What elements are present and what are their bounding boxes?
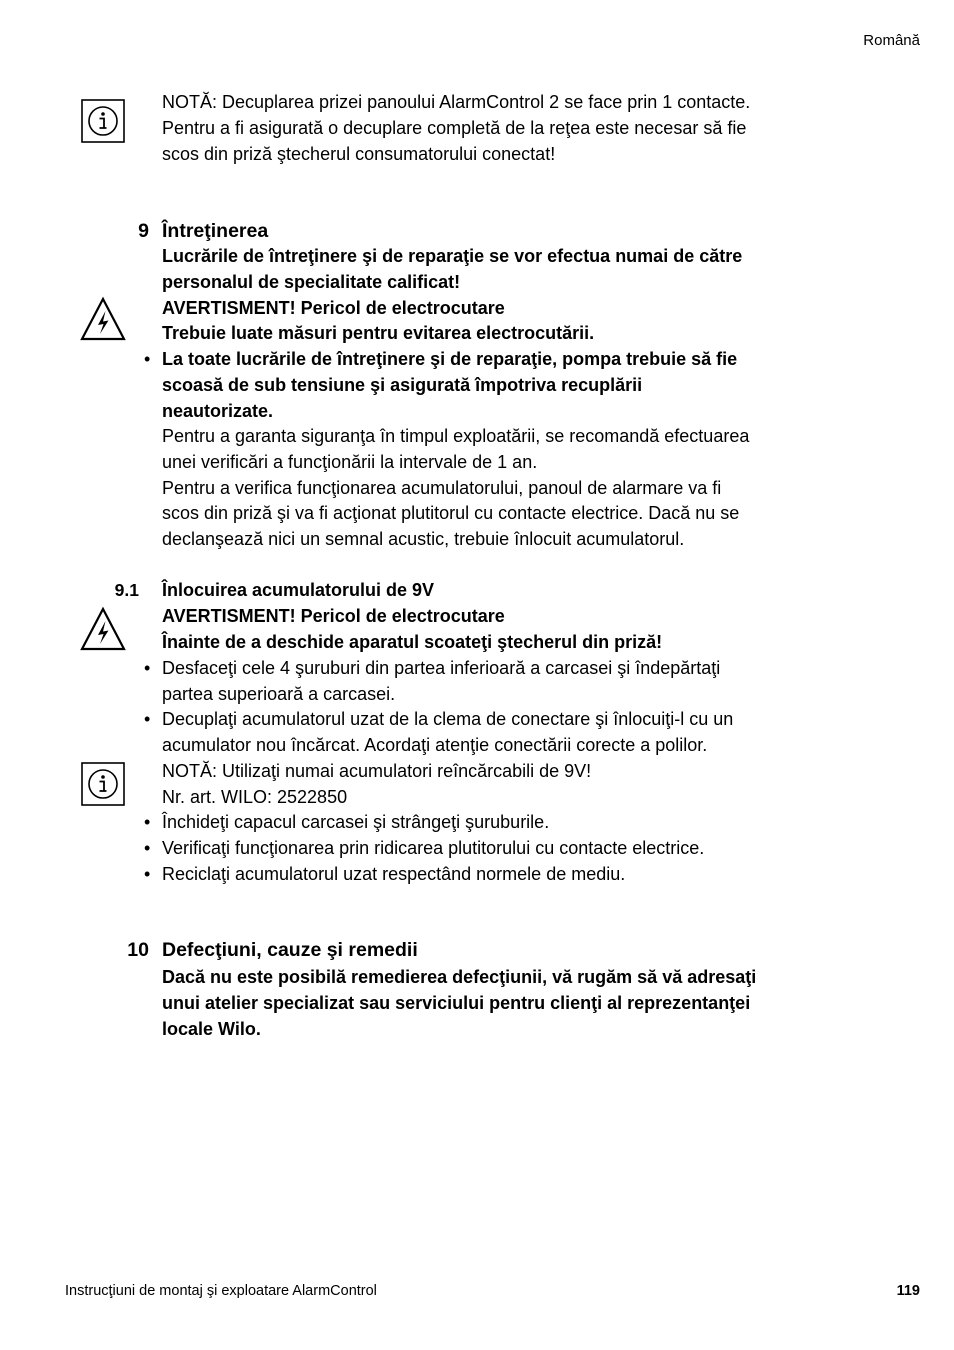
info-icon: [80, 761, 126, 807]
body-line: Pentru a verifica funcţionarea acumulatorului, panoul de alarmare va fi: [162, 477, 722, 498]
bullet-marker: •: [144, 838, 151, 858]
section-10-body: [162, 965, 756, 1042]
section-9-body: [162, 424, 749, 553]
note-1: [162, 90, 750, 167]
bullet-marker: •: [144, 812, 151, 832]
bullet-line: Desfaceţi cele 4 şuruburi din partea inferioară a carcasei şi îndepărtaţi: [162, 658, 721, 678]
bullet-line: La toate lucrările de întreţinere şi de reparaţie, pompa trebuie să fie: [162, 349, 738, 369]
page-number: 119: [896, 1283, 920, 1299]
bullet-item: [162, 656, 720, 708]
bullet-line: partea superioară a carcasei.: [162, 683, 396, 704]
intro-line: personalul de specialitate calificat!: [162, 271, 461, 292]
note-1-line: scos din priză ştecherul consumatorului conectat!: [162, 143, 556, 164]
warning-electric-icon: [79, 606, 127, 652]
section-9-bullet: [162, 347, 737, 424]
bullet-item: [162, 707, 733, 759]
bullet-line: scoasă de sub tensiune şi asigurată împotriva recuplării: [162, 374, 643, 395]
bullet-marker: •: [144, 864, 151, 884]
bullet-marker: •: [144, 658, 151, 678]
warning-line: AVERTISMENT! Pericol de electrocutare: [162, 605, 505, 626]
body-line: Pentru a garanta siguranţa în timpul exploatării, se recomandă efectuarea: [162, 426, 750, 446]
language-label: Română: [863, 32, 920, 49]
footer-doc-title: Instrucţiuni de montaj şi exploatare AlarmControl: [65, 1283, 377, 1299]
info-icon: [80, 98, 126, 144]
bullet-line: neautorizate.: [162, 400, 274, 421]
bullet-marker: •: [144, 349, 151, 369]
warning-line: AVERTISMENT! Pericol de electrocutare: [162, 297, 505, 318]
body-line: locale Wilo.: [162, 1018, 261, 1039]
section-10-number: 10: [127, 939, 149, 961]
note-2: [162, 759, 591, 811]
note-2-line: Nr. art. WILO: 2522850: [162, 786, 348, 807]
body-line: scos din priză şi va fi acţionat plutitorul cu contacte electrice. Dacă nu se: [162, 503, 740, 524]
warning-electric-icon: [79, 296, 127, 342]
section-9-intro: [162, 244, 742, 347]
bullet-line: acumulator nou încărcat. Acordaţi atenţie conectării corecte a polilor.: [162, 734, 708, 755]
bullet-line: Decuplaţi acumulatorul uzat de la clema de conectare şi înlocuiţi-l cu un: [162, 709, 734, 729]
section-10-title: Defecţiuni, cauze şi remedii: [162, 939, 418, 961]
section-9-number: 9: [138, 220, 149, 242]
body-line: unui atelier specializat sau serviciului pentru clienţi al reprezentanţei: [162, 992, 751, 1013]
body-line: declanşează nici un semnal acustic, trebuie înlocuit acumulatorul.: [162, 529, 685, 550]
section-9-1-title: Înlocuirea acumulatorului de 9V: [162, 580, 435, 600]
body-line: unei verificări a funcţionării la intervale de 1 an.: [162, 451, 538, 472]
bullet-item: Închideţi capacul carcasei şi strângeţi şuruburile.: [162, 812, 550, 832]
bullet-marker: •: [144, 709, 151, 729]
warning-line: Trebuie luate măsuri pentru evitarea electrocutării.: [162, 323, 595, 344]
note-1-line: Pentru a fi asigurată o decuplare completă de la reţea este necesar să fie: [162, 117, 747, 138]
intro-line: Lucrările de întreţinere şi de reparaţie se vor efectua numai de către: [162, 246, 743, 266]
section-9-1-title-block: [162, 578, 662, 655]
note-2-line: NOTĂ: Utilizaţi numai acumulatori reîncărcabili de 9V!: [162, 761, 592, 781]
bullet-item: Reciclaţi acumulatorul uzat respectând normele de mediu.: [162, 864, 626, 884]
section-9-title: Întreţinerea: [162, 220, 269, 242]
body-line: Dacă nu este posibilă remedierea defecţiunii, vă rugăm să vă adresaţi: [162, 967, 757, 987]
warning-line: Înainte de a deschide aparatul scoateţi ştecherul din priză!: [162, 631, 663, 652]
note-1-line: NOTĂ: Decuplarea prizei panoului AlarmControl 2 se face prin 1 contacte.: [162, 92, 751, 112]
section-9-1-number: 9.1: [114, 580, 139, 600]
bullet-item: Verificaţi funcţionarea prin ridicarea plutitorului cu contacte electrice.: [162, 838, 705, 858]
